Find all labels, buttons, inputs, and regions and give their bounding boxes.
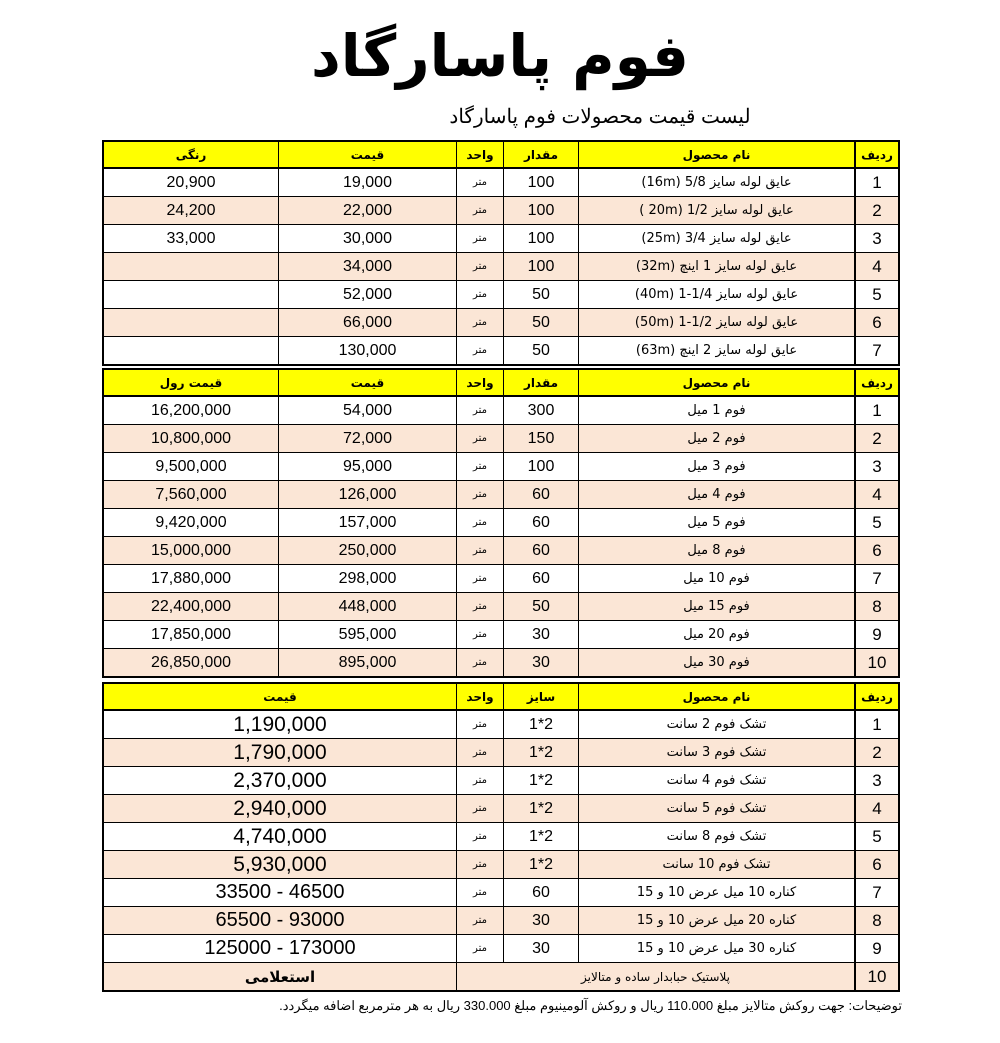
product-name: عایق لوله سایز 1/2 (20m )	[578, 197, 854, 224]
unit: متر	[456, 621, 503, 648]
roll-price: 17,850,000	[150, 625, 232, 643]
unit: متر	[456, 397, 503, 424]
table-row	[104, 424, 898, 452]
product-name: فوم 20 میل	[578, 621, 854, 648]
table-row	[104, 766, 898, 794]
price: 5,930,000	[233, 852, 327, 876]
size: 1*2	[503, 711, 578, 738]
row-number: 4	[854, 253, 898, 280]
quantity: 30	[503, 649, 578, 676]
header-quantity: مقدار	[503, 370, 578, 395]
row-number: 6	[854, 851, 898, 878]
mattress-table	[102, 682, 900, 992]
roll-price: 15,000,000	[150, 541, 232, 559]
table-row	[104, 934, 898, 962]
price: 65500 - 93000	[215, 909, 345, 931]
colored-price: 33,000	[166, 229, 216, 247]
colored-price	[104, 309, 278, 336]
page-subtitle: لیست قیمت محصولات فوم پاسارگاد	[449, 106, 751, 128]
quantity: 100	[503, 453, 578, 480]
unit: متر	[456, 337, 503, 364]
product-name: فوم 1 میل	[578, 397, 854, 424]
unit: متر	[456, 197, 503, 224]
product-name: تشک فوم 3 سانت	[578, 739, 854, 766]
price: 34,000	[278, 253, 456, 280]
table-row	[104, 620, 898, 648]
quantity: 60	[503, 509, 578, 536]
product-name: تشک فوم 4 سانت	[578, 767, 854, 794]
unit: متر	[456, 935, 503, 962]
colored-price	[104, 281, 278, 308]
row-number: 3	[854, 453, 898, 480]
unit: متر	[456, 225, 503, 252]
row-number: 6	[854, 537, 898, 564]
unit: متر	[456, 739, 503, 766]
product-name: عایق لوله سایز 2 اینچ (63m)	[578, 337, 854, 364]
product-name: کناره 30 میل عرض 10 و 15	[578, 935, 854, 962]
row-number: 5	[854, 509, 898, 536]
row-number: 7	[854, 879, 898, 906]
pipe-insulation-table	[102, 140, 900, 366]
unit: متر	[456, 425, 503, 452]
header-row-number: ردیف	[854, 684, 898, 709]
unit: متر	[456, 509, 503, 536]
price-inquiry: استعلامی	[244, 967, 316, 986]
brand-logo: فوم پاسارگاد	[310, 22, 690, 90]
unit: متر	[456, 711, 503, 738]
unit: متر	[456, 851, 503, 878]
row-number: 9	[854, 621, 898, 648]
table-row	[104, 224, 898, 252]
size: 1*2	[503, 767, 578, 794]
row-number: 3	[854, 767, 898, 794]
price: 448,000	[278, 593, 456, 620]
roll-price: 9,500,000	[155, 457, 227, 475]
header-size: سایز	[503, 684, 578, 709]
price: 125000 - 173000	[204, 937, 356, 959]
row-number: 2	[854, 425, 898, 452]
unit: متر	[456, 253, 503, 280]
unit: متر	[456, 565, 503, 592]
header-price: قیمت	[263, 689, 297, 704]
colored-price	[104, 253, 278, 280]
product-name: تشک فوم 10 سانت	[578, 851, 854, 878]
header-quantity: مقدار	[503, 142, 578, 167]
product-name: فوم 8 میل	[578, 537, 854, 564]
row-number: 3	[854, 225, 898, 252]
quantity: 60	[503, 565, 578, 592]
roll-price: 9,420,000	[155, 513, 227, 531]
header-unit: واحد	[456, 142, 503, 167]
row-number: 9	[854, 935, 898, 962]
price: 595,000	[278, 621, 456, 648]
unit: متر	[456, 281, 503, 308]
unit: متر	[456, 309, 503, 336]
table-row	[104, 280, 898, 308]
size: 1*2	[503, 795, 578, 822]
header-product-name: نام محصول	[578, 142, 854, 167]
row-number: 7	[854, 337, 898, 364]
unit: متر	[456, 481, 503, 508]
product-name: فوم 15 میل	[578, 593, 854, 620]
quantity: 30	[503, 621, 578, 648]
product-name: عایق لوله سایز 3/4 (25m)	[578, 225, 854, 252]
price: 250,000	[278, 537, 456, 564]
row-number: 1	[854, 711, 898, 738]
table-row	[104, 564, 898, 592]
quantity: 100	[503, 169, 578, 196]
product-name: فوم 5 میل	[578, 509, 854, 536]
product-name: تشک فوم 2 سانت	[578, 711, 854, 738]
table-row	[104, 710, 898, 738]
table-header	[104, 370, 898, 396]
product-name: کناره 20 میل عرض 10 و 15	[578, 907, 854, 934]
row-number: 8	[854, 907, 898, 934]
table-row	[104, 480, 898, 508]
price: 95,000	[278, 453, 456, 480]
product-name: کناره 10 میل عرض 10 و 15	[578, 879, 854, 906]
quantity: 50	[503, 593, 578, 620]
quantity: 300	[503, 397, 578, 424]
price: 2,370,000	[233, 768, 327, 792]
price: 72,000	[278, 425, 456, 452]
row-number: 4	[854, 795, 898, 822]
row-number: 2	[854, 739, 898, 766]
unit: متر	[456, 879, 503, 906]
size: 1*2	[503, 851, 578, 878]
table-row	[104, 452, 898, 480]
header-colored-price: رنگی	[175, 147, 207, 162]
product-name: فوم 10 میل	[578, 565, 854, 592]
price: 130,000	[278, 337, 456, 364]
product-name: عایق لوله سایز 5/8 (16m)	[578, 169, 854, 196]
header-row-number: ردیف	[854, 370, 898, 395]
table-row	[104, 592, 898, 620]
product-name: تشک فوم 5 سانت	[578, 795, 854, 822]
size: 60	[503, 879, 578, 906]
quantity: 50	[503, 337, 578, 364]
price: 157,000	[278, 509, 456, 536]
price: 22,000	[278, 197, 456, 224]
product-name: فوم 30 میل	[578, 649, 854, 676]
row-number: 1	[854, 169, 898, 196]
row-number: 10	[854, 963, 898, 990]
row-number: 5	[854, 823, 898, 850]
roll-price: 26,850,000	[150, 653, 232, 671]
price: 66,000	[278, 309, 456, 336]
table-row	[104, 794, 898, 822]
header-price: قیمت	[278, 370, 456, 395]
size: 30	[503, 935, 578, 962]
unit: متر	[456, 767, 503, 794]
colored-price	[104, 337, 278, 364]
table-header	[104, 142, 898, 168]
table-row	[104, 252, 898, 280]
unit: متر	[456, 795, 503, 822]
row-number: 4	[854, 481, 898, 508]
row-number: 2	[854, 197, 898, 224]
row-number: 10	[854, 649, 898, 676]
foam-roll-table	[102, 368, 900, 678]
price: 52,000	[278, 281, 456, 308]
product-name: فوم 2 میل	[578, 425, 854, 452]
header-row-number: ردیف	[854, 142, 898, 167]
table-header	[104, 684, 898, 710]
quantity: 60	[503, 481, 578, 508]
price: 4,740,000	[233, 824, 327, 848]
roll-price: 16,200,000	[150, 401, 232, 419]
quantity: 50	[503, 281, 578, 308]
unit: متر	[456, 169, 503, 196]
size: 1*2	[503, 739, 578, 766]
table-row	[104, 962, 898, 990]
header-roll-price: قیمت رول	[159, 375, 223, 390]
price: 54,000	[278, 397, 456, 424]
table-row	[104, 648, 898, 676]
unit: متر	[456, 593, 503, 620]
product-name: عایق لوله سایز 1/4-1 (40m)	[578, 281, 854, 308]
row-number: 8	[854, 593, 898, 620]
price: 895,000	[278, 649, 456, 676]
product-name: عایق لوله سایز 1/2-1 (50m)	[578, 309, 854, 336]
header-unit: واحد	[456, 370, 503, 395]
quantity: 100	[503, 225, 578, 252]
table-row	[104, 850, 898, 878]
table-row	[104, 308, 898, 336]
unit: متر	[456, 649, 503, 676]
quantity: 100	[503, 197, 578, 224]
unit: متر	[456, 537, 503, 564]
header-product-name: نام محصول	[578, 370, 854, 395]
price: 30,000	[278, 225, 456, 252]
table-row	[104, 336, 898, 364]
footnote: توضیحات: جهت روکش متالایز مبلغ 110.000 ریال و روکش آلومینیوم مبلغ 330.000 ریال به هر مترمربع اضافه میگردد.	[279, 998, 902, 1013]
row-number: 5	[854, 281, 898, 308]
table-row	[104, 508, 898, 536]
roll-price: 17,880,000	[150, 569, 232, 587]
roll-price: 7,560,000	[155, 485, 227, 503]
table-row	[104, 878, 898, 906]
quantity: 100	[503, 253, 578, 280]
price: 2,940,000	[233, 796, 327, 820]
quantity: 150	[503, 425, 578, 452]
price: 298,000	[278, 565, 456, 592]
table-row	[104, 822, 898, 850]
size: 1*2	[503, 823, 578, 850]
quantity: 60	[503, 537, 578, 564]
price: 1,190,000	[233, 712, 327, 736]
colored-price: 24,200	[166, 201, 216, 219]
table-row	[104, 906, 898, 934]
roll-price: 22,400,000	[150, 597, 232, 615]
colored-price: 20,900	[166, 173, 216, 191]
table-row	[104, 536, 898, 564]
row-number: 6	[854, 309, 898, 336]
size: 30	[503, 907, 578, 934]
price: 1,790,000	[233, 740, 327, 764]
unit: متر	[456, 907, 503, 934]
product-name: فوم 3 میل	[578, 453, 854, 480]
price: 126,000	[278, 481, 456, 508]
price: 19,000	[278, 169, 456, 196]
quantity: 50	[503, 309, 578, 336]
row-number: 7	[854, 565, 898, 592]
table-row	[104, 168, 898, 196]
product-name: عایق لوله سایز 1 اینچ (32m)	[578, 253, 854, 280]
product-name: تشک فوم 8 سانت	[578, 823, 854, 850]
header-price: قیمت	[278, 142, 456, 167]
product-name: فوم 4 میل	[578, 481, 854, 508]
unit: متر	[456, 453, 503, 480]
header-product-name: نام محصول	[578, 684, 854, 709]
table-row	[104, 196, 898, 224]
price: 33500 - 46500	[215, 881, 345, 903]
product-name: پلاستیک حبابدار ساده و متالایز	[456, 963, 854, 990]
table-row	[104, 738, 898, 766]
table-row	[104, 396, 898, 424]
roll-price: 10,800,000	[150, 429, 232, 447]
header-unit: واحد	[456, 684, 503, 709]
row-number: 1	[854, 397, 898, 424]
unit: متر	[456, 823, 503, 850]
